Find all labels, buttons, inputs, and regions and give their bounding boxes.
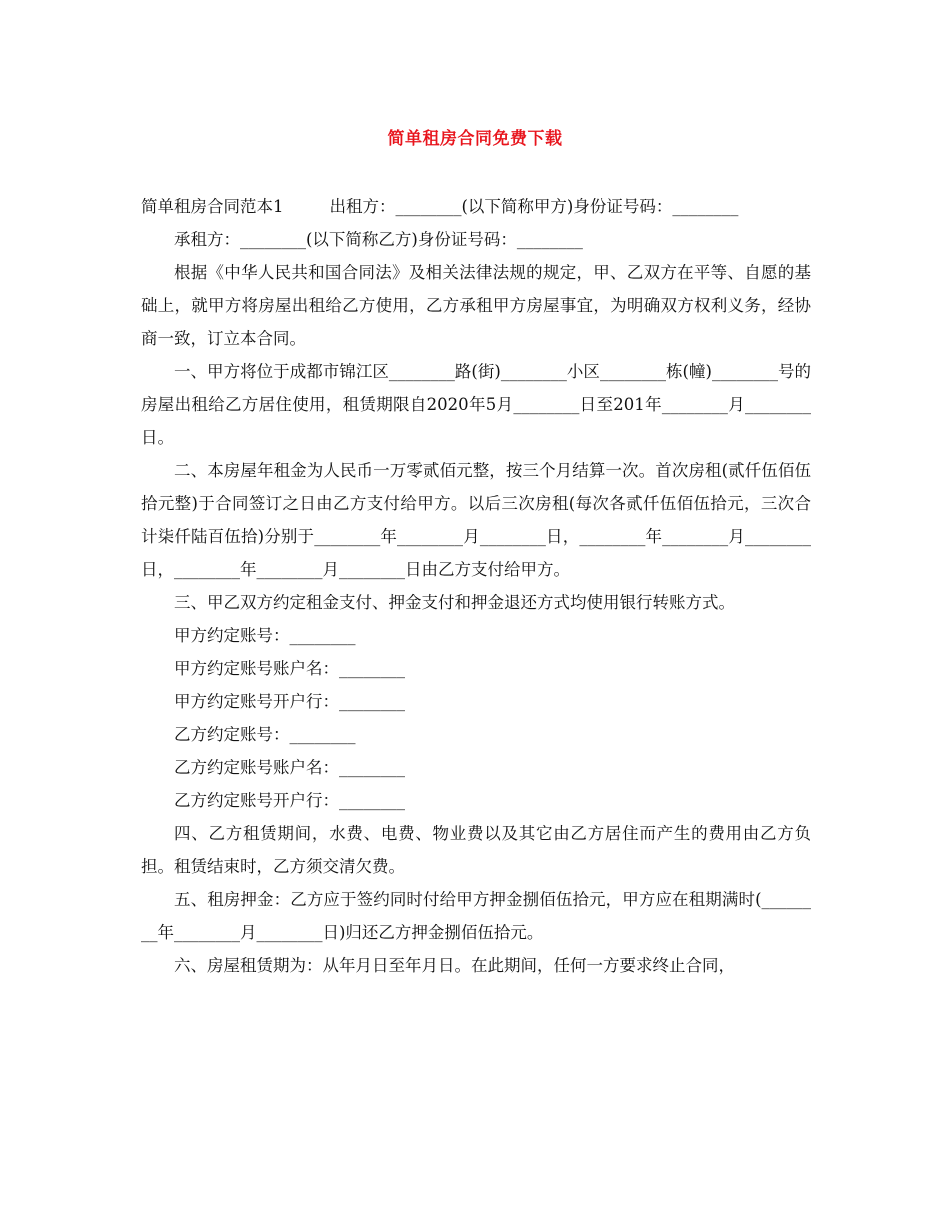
party-b-account-number: 乙方约定账号：________ xyxy=(174,725,356,744)
clause-6-paragraph: 六、房屋租赁期为：从年月日至年月日。在此期间，任何一方要求终止合同， xyxy=(174,956,735,975)
lessor-line: 出租方：________(以下简称甲方)身份证号码：________ xyxy=(329,197,739,216)
party-b-account-name: 乙方约定账号账户名：________ xyxy=(174,758,405,777)
contract-template-label: 简单租房合同范本1 xyxy=(141,197,284,216)
clause-4-paragraph: 四、乙方租赁期间，水费、电费、物业费以及其它由乙方居住而产生的费用由乙方负担。租赁结束时，乙方须交清欠费。 xyxy=(141,824,811,876)
document-title: 简单租房合同免费下载 xyxy=(387,129,563,149)
clause-3-paragraph: 三、甲乙双方约定租金支付、押金支付和押金退还方式均使用银行转账方式。 xyxy=(174,593,735,612)
party-b-account-bank: 乙方约定账号开户行：________ xyxy=(174,791,405,810)
clause-5-paragraph: 五、租房押金：乙方应于签约同时付给甲方押金捌佰伍拾元，甲方应在租期满时(________年________月________日)归还乙方押金捌佰伍拾元。 xyxy=(141,890,811,942)
clause-1-paragraph: 一、甲方将位于成都市锦江区________路(街)________小区________栋(幢)________号的房屋出租给乙方居住使用，租赁期限自2020年5月________日至201年________月________日。 xyxy=(141,362,811,447)
preamble-paragraph: 根据《中华人民共和国合同法》及相关法律法规的规定，甲、乙双方在平等、自愿的基础上，就甲方将房屋出租给乙方使用，乙方承租甲方房屋事宜，为明确双方权利义务，经协商一致，订立本合同。 xyxy=(141,263,811,348)
clause-2-paragraph: 二、本房屋年租金为人民币一万零贰佰元整，按三个月结算一次。首次房租(贰仟伍佰伍拾元整)于合同签订之日由乙方支付给甲方。以后三次房租(每次各贰仟伍佰伍拾元，三次合计柒仟陆百伍拾)分别于________年________月________日，________年________月________日，________年________月________日由乙方支付给甲方。 xyxy=(141,461,811,579)
document-body xyxy=(141,190,811,982)
lessee-line: 承租方：________(以下简称乙方)身份证号码：________ xyxy=(174,230,583,249)
party-a-account-number: 甲方约定账号：________ xyxy=(174,626,356,645)
party-a-account-bank: 甲方约定账号开户行：________ xyxy=(174,692,405,711)
contract-header-line xyxy=(141,190,811,223)
party-a-account-name: 甲方约定账号账户名：________ xyxy=(174,659,405,678)
